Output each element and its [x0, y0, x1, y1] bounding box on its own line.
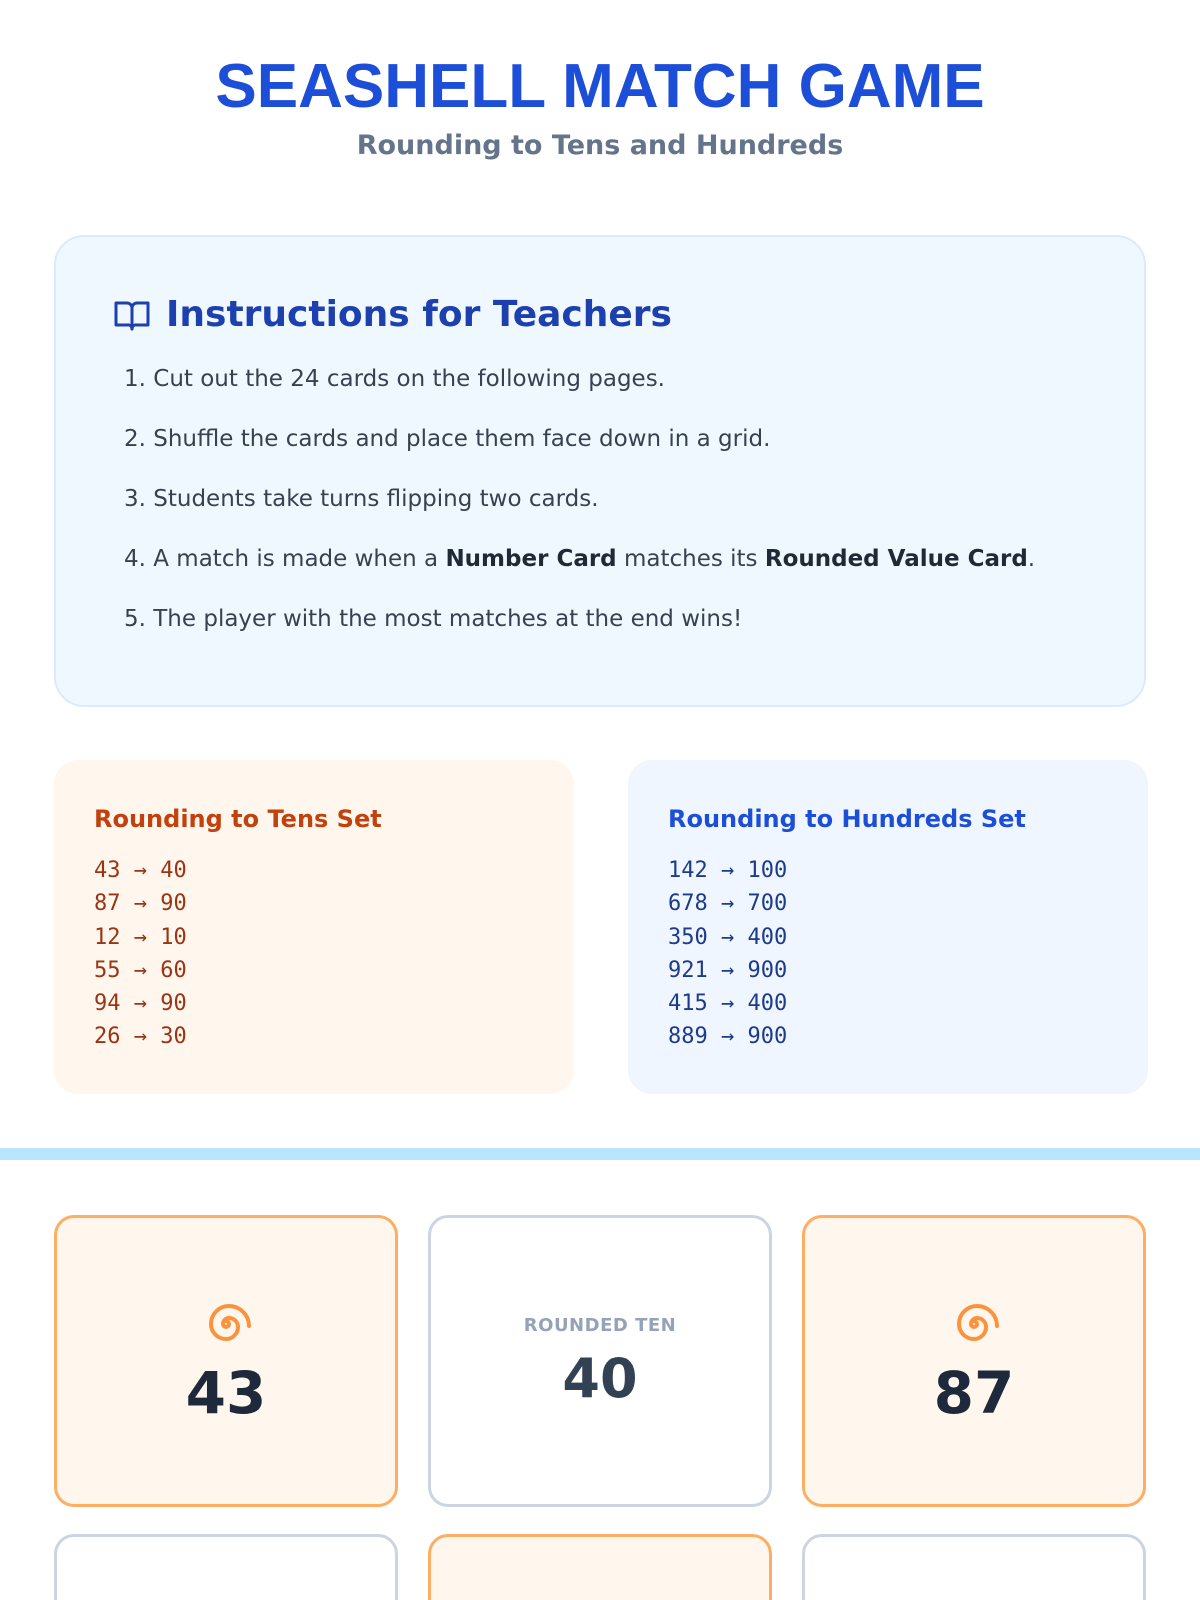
page-title: SEASHELL MATCH GAME	[215, 52, 985, 121]
tens-set-line: 43 → 40	[94, 858, 187, 883]
hundreds-set-title: Rounding to Hundreds Set	[668, 805, 1026, 833]
card-rounded-label: ROUNDED TEN	[523, 1314, 677, 1336]
number-card-term: Number Card	[445, 546, 617, 572]
book-icon	[112, 295, 152, 335]
instruction-step-4	[124, 545, 1088, 573]
hundreds-set-panel	[628, 760, 1148, 1094]
tens-set-line: 12 → 10	[94, 924, 187, 950]
rounded-value-card-term: Rounded Value Card	[764, 546, 1028, 572]
tens-set-line: 26 → 30	[94, 1024, 187, 1050]
spiral-shell-icon	[200, 1298, 252, 1350]
instruction-step-5: 5. The player with the most matches at the end wins!	[124, 606, 743, 632]
section-divider	[0, 1148, 1200, 1160]
page-header	[0, 52, 1200, 162]
instruction-step-2: 2. Shuffle the cards and place them face down in a grid.	[124, 426, 771, 452]
instruction-step-3: 3. Students take turns flipping two cards.	[124, 486, 599, 512]
tens-set-title: Rounding to Tens Set	[94, 805, 382, 833]
instructions-panel	[54, 235, 1146, 707]
instruction-step-1: 1. Cut out the 24 cards on the following pages.	[124, 366, 665, 392]
number-card-43[interactable]	[54, 1215, 398, 1507]
hundreds-set-line: 415 → 400	[668, 991, 788, 1017]
card-row2-3[interactable]	[802, 1534, 1146, 1600]
card-number-value: 87	[933, 1359, 1015, 1427]
card-row2-2[interactable]	[428, 1534, 772, 1600]
tens-set-line: 94 → 90	[94, 991, 187, 1017]
step-4-middle: matches its	[616, 546, 765, 572]
page-subtitle: Rounding to Tens and Hundreds	[356, 130, 844, 161]
tens-set-panel	[54, 760, 574, 1094]
step-4-prefix: 4. A match is made when a	[124, 546, 446, 572]
tens-set-line: 55 → 60	[94, 957, 187, 983]
tens-set-line: 87 → 90	[94, 891, 187, 917]
hundreds-set-line: 678 → 700	[668, 891, 788, 917]
card-number-value: 43	[185, 1359, 267, 1427]
hundreds-set-line: 350 → 400	[668, 924, 788, 950]
instructions-header	[112, 295, 1088, 335]
number-card-87[interactable]	[802, 1215, 1146, 1507]
instructions-list	[112, 365, 1088, 633]
spiral-shell-icon	[948, 1298, 1000, 1350]
step-4-suffix: .	[1027, 546, 1036, 572]
hundreds-set-line: 889 → 900	[668, 1024, 788, 1050]
card-row2-1[interactable]	[54, 1534, 398, 1600]
hundreds-set-line: 142 → 100	[668, 858, 788, 883]
card-rounded-value: 40	[562, 1346, 638, 1410]
rounded-card-40[interactable]	[428, 1215, 772, 1507]
hundreds-set-line: 921 → 900	[668, 957, 788, 983]
instructions-title: Instructions for Teachers	[166, 294, 672, 335]
